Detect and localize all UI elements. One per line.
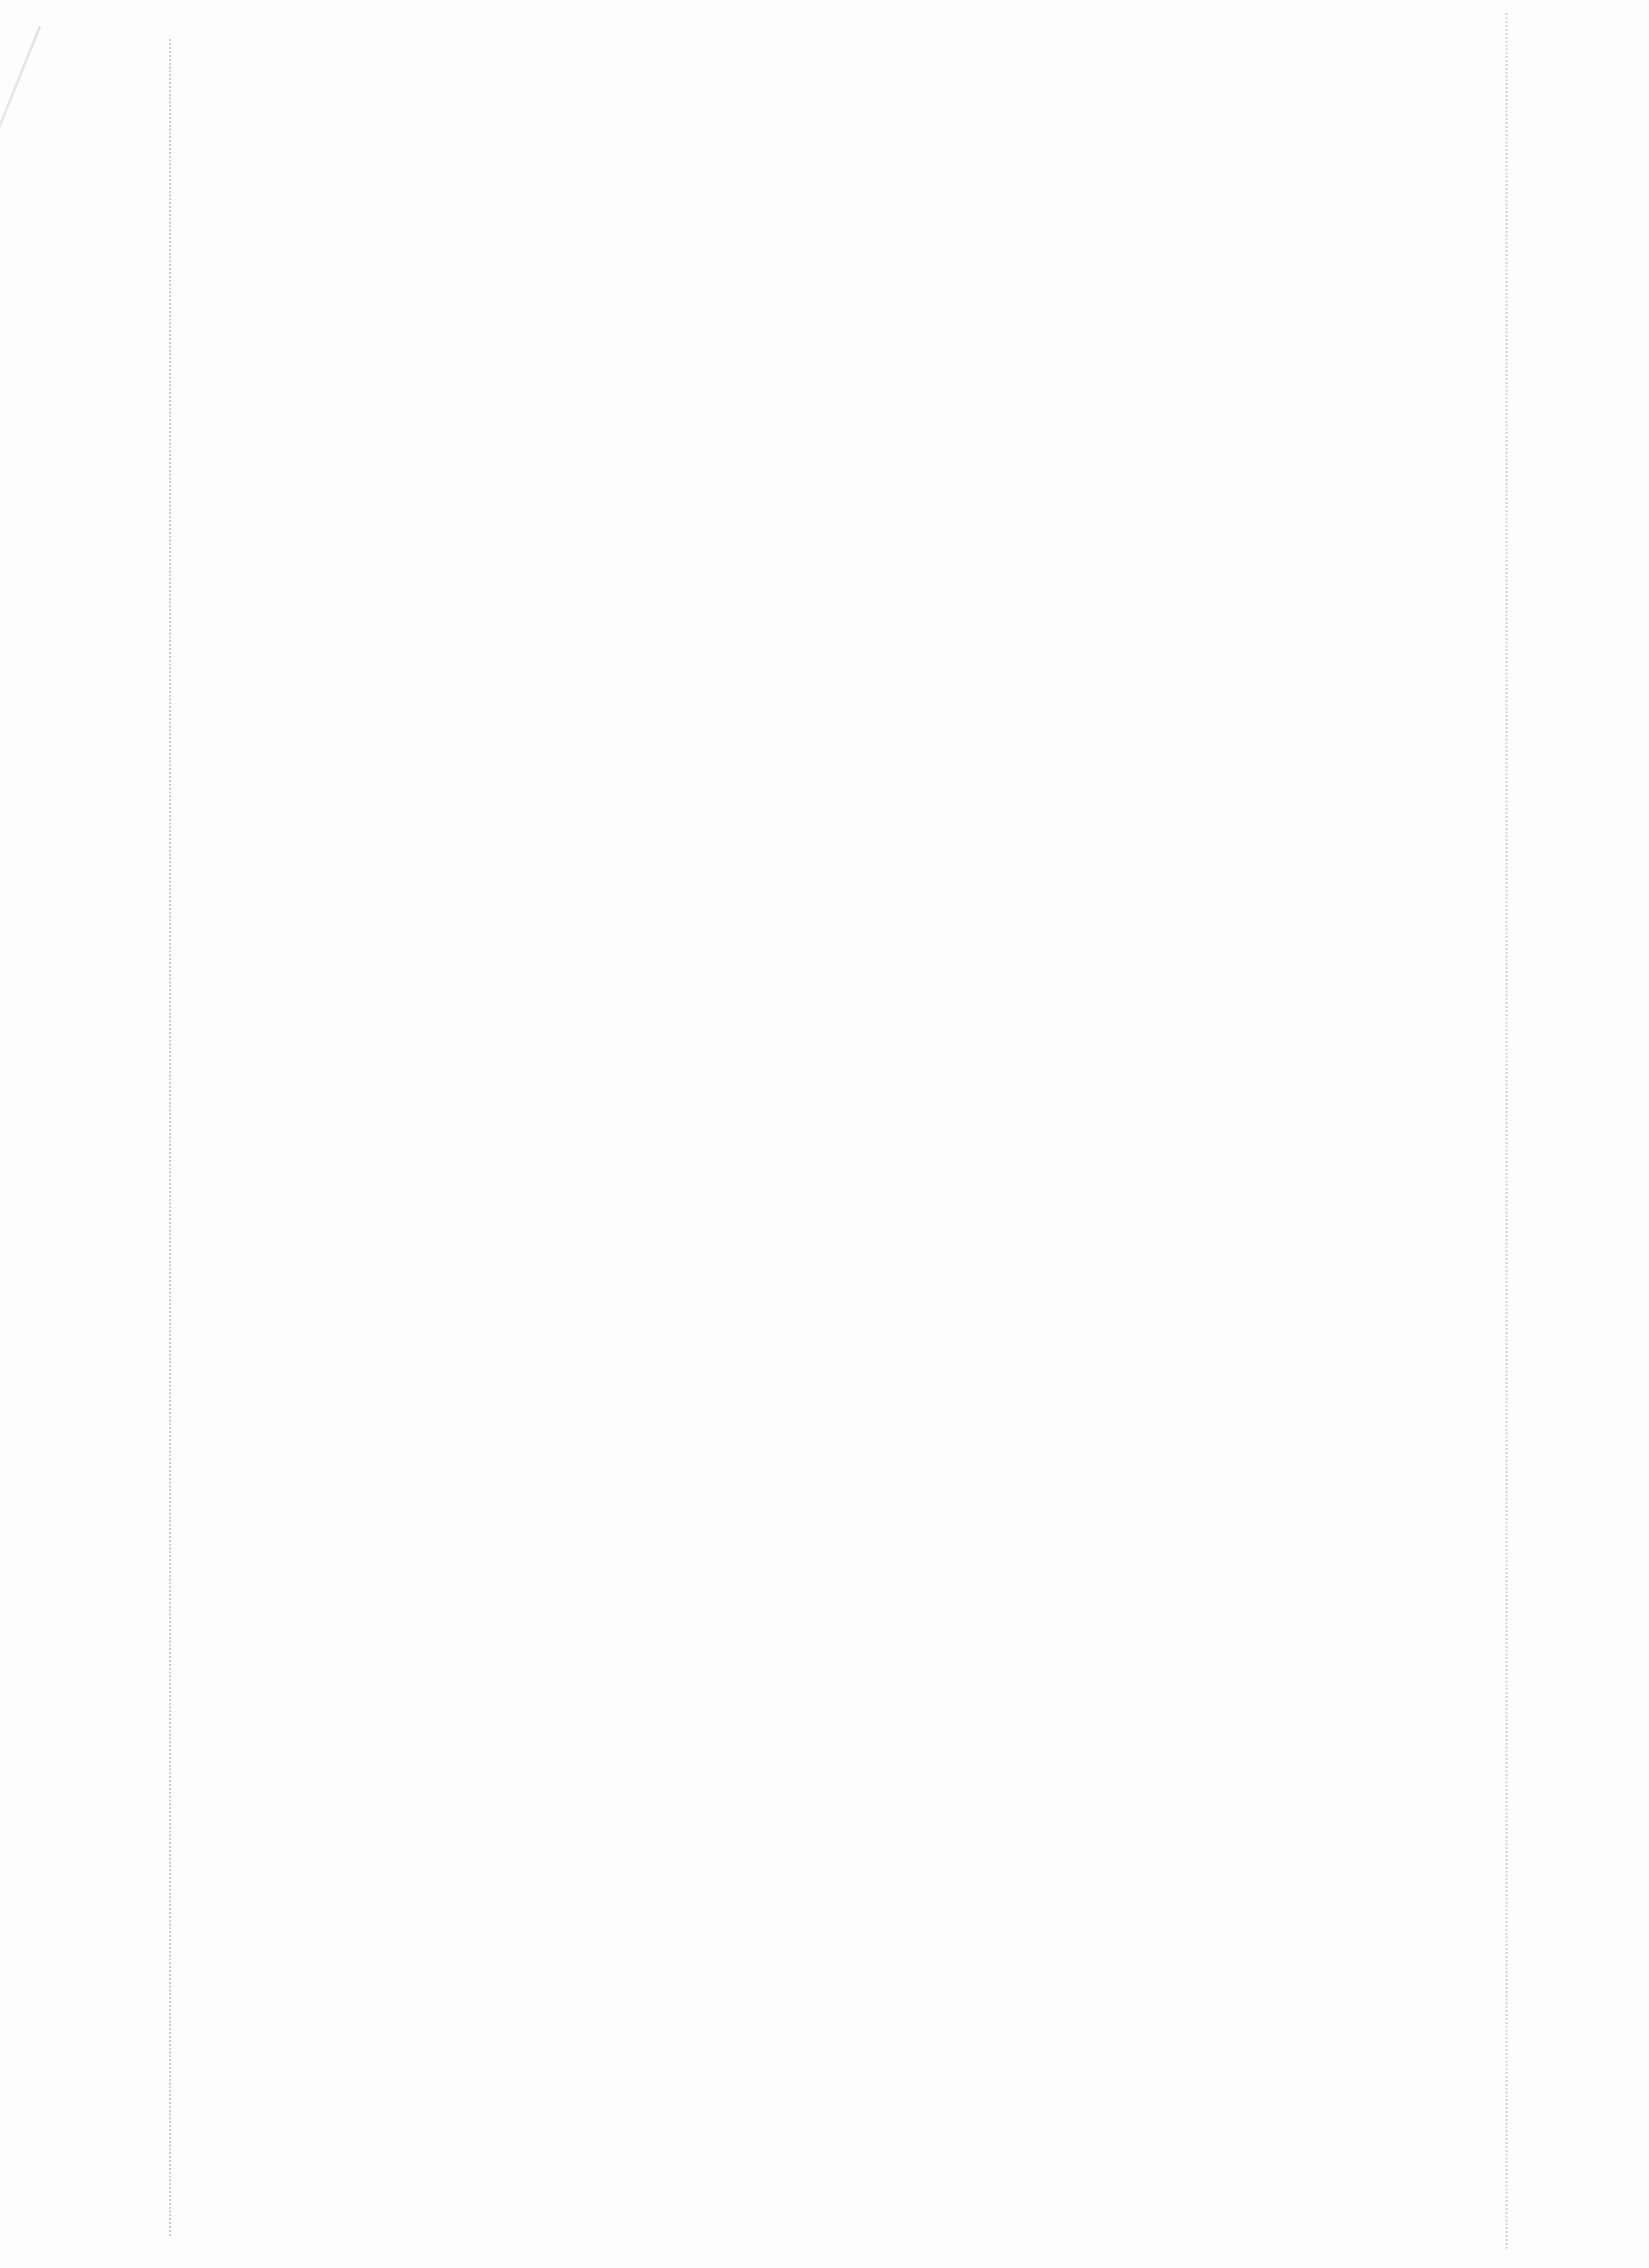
scan-fold-mark <box>0 26 41 410</box>
scan-margin-line-left <box>169 39 171 2236</box>
scan-margin-line-right <box>1506 13 1507 2249</box>
